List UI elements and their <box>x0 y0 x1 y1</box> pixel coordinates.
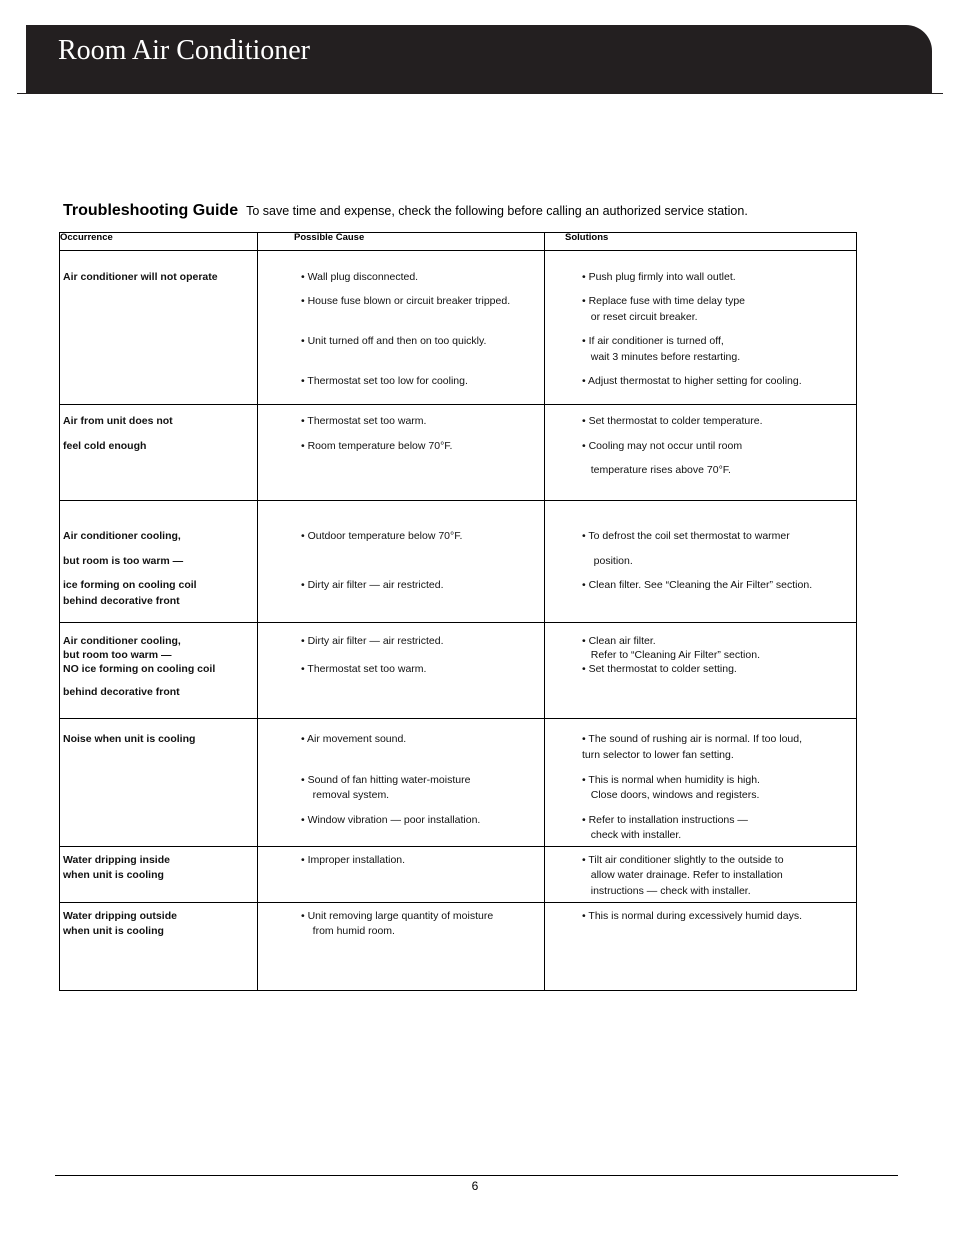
solution-text: or reset circuit breaker. <box>582 311 698 323</box>
occurrence-text: when unit is cooling <box>63 925 164 937</box>
solution-text: • To defrost the coil set thermostat to warmer <box>582 530 790 542</box>
solution-text: • The sound of rushing air is normal. If too loud, <box>582 733 803 745</box>
occurrence-text: NO ice forming on cooling coil <box>63 663 216 675</box>
column-header-possible-cause: Possible Cause <box>294 232 365 243</box>
occurrence-text: ice forming on cooling coil <box>63 579 197 591</box>
cause-text: removal system. <box>301 789 390 801</box>
table-border-left <box>59 232 60 991</box>
header-rule <box>17 93 943 94</box>
solution-text: Refer to “Cleaning Air Filter” section. <box>582 649 760 661</box>
occurrence-text: behind decorative front <box>63 595 180 607</box>
cause-text: • Thermostat set too low for cooling. <box>301 375 468 387</box>
solution-text: allow water drainage. Refer to installation <box>582 869 783 881</box>
solution-text: • Set thermostat to colder temperature. <box>582 415 763 427</box>
occurrence-text: feel cold enough <box>63 440 147 452</box>
solution-text: • Set thermostat to colder setting. <box>582 663 737 675</box>
cause-text: • House fuse blown or circuit breaker tripped. <box>301 295 511 307</box>
occurrence-text: when unit is cooling <box>63 869 164 881</box>
solution-text: • This is normal during excessively humid days. <box>582 910 802 922</box>
solution-text: • This is normal when humidity is high. <box>582 774 760 786</box>
page-number: 6 <box>471 1179 479 1193</box>
guide-title: Troubleshooting Guide <box>63 202 239 219</box>
row-divider <box>59 846 857 847</box>
cause-text: • Thermostat set too warm. <box>301 663 427 675</box>
cause-text: • Unit removing large quantity of moisture <box>301 910 494 922</box>
solution-text: wait 3 minutes before restarting. <box>582 351 741 363</box>
row-divider <box>59 250 857 251</box>
guide-heading <box>63 202 748 220</box>
solution-text: • Tilt air conditioner slightly to the outside to <box>582 854 784 866</box>
solution-text: • Replace fuse with time delay type <box>582 295 746 307</box>
row-divider <box>59 232 857 233</box>
occurrence-text: Air conditioner cooling, <box>63 530 181 542</box>
solution-text: Close doors, windows and registers. <box>582 789 760 801</box>
occurrence-text: but room is too warm — <box>63 555 184 567</box>
row-divider <box>59 622 857 623</box>
solution-text: • Cooling may not occur until room <box>582 440 743 452</box>
row-divider <box>59 902 857 903</box>
table-border-right <box>856 232 857 991</box>
occurrence-text: Air from unit does not <box>63 415 173 427</box>
page-title: Room Air Conditioner <box>58 35 310 66</box>
solution-text: instructions — check with installer. <box>582 885 751 897</box>
occurrence-text: Air conditioner will not operate <box>63 271 218 283</box>
solution-text: • Clean filter. See “Cleaning the Air Filter” section. <box>582 579 813 591</box>
solution-text: position. <box>582 555 633 567</box>
guide-intro: To save time and expense, check the following before calling an authorized service station. <box>246 204 748 218</box>
row-divider <box>59 990 857 991</box>
cause-text: • Air movement sound. <box>301 733 407 745</box>
solution-text: • Clean air filter. <box>582 635 656 647</box>
cause-text: • Thermostat set too warm. <box>301 415 427 427</box>
column-divider <box>257 232 258 991</box>
cause-text: • Dirty air filter — air restricted. <box>301 635 444 647</box>
occurrence-text: Water dripping inside <box>63 854 170 866</box>
solution-text: • Push plug firmly into wall outlet. <box>582 271 736 283</box>
cause-text: • Improper installation. <box>301 854 406 866</box>
solution-text: • Refer to installation instructions — <box>582 814 748 826</box>
solution-text: temperature rises above 70°F. <box>582 464 731 476</box>
row-divider <box>59 500 857 501</box>
occurrence-text: Water dripping outside <box>63 910 177 922</box>
cause-text: • Dirty air filter — air restricted. <box>301 579 444 591</box>
column-header-occurrence: Occurrence <box>60 232 113 243</box>
occurrence-text: behind decorative front <box>63 686 180 698</box>
cause-text: from humid room. <box>301 925 395 937</box>
occurrence-text: Air conditioner cooling, <box>63 635 181 647</box>
occurrence-text: Noise when unit is cooling <box>63 733 196 745</box>
row-divider <box>59 404 857 405</box>
cause-text: • Window vibration — poor installation. <box>301 814 481 826</box>
row-divider <box>59 718 857 719</box>
cause-text: • Sound of fan hitting water-moisture <box>301 774 471 786</box>
cause-text: • Unit turned off and then on too quickly. <box>301 335 487 347</box>
solution-text: • If air conditioner is turned off, <box>582 335 724 347</box>
solution-text: turn selector to lower fan setting. <box>582 749 734 761</box>
cause-text: • Outdoor temperature below 70°F. <box>301 530 463 542</box>
column-divider <box>544 232 545 991</box>
cause-text: • Wall plug disconnected. <box>301 271 419 283</box>
cause-text: • Room temperature below 70°F. <box>301 440 453 452</box>
solution-text: check with installer. <box>582 829 682 841</box>
column-header-solutions: Solutions <box>565 232 609 243</box>
footer-rule <box>55 1175 898 1176</box>
solution-text: • Adjust thermostat to higher setting for cooling. <box>582 375 802 387</box>
occurrence-text: but room too warm — <box>63 649 172 661</box>
